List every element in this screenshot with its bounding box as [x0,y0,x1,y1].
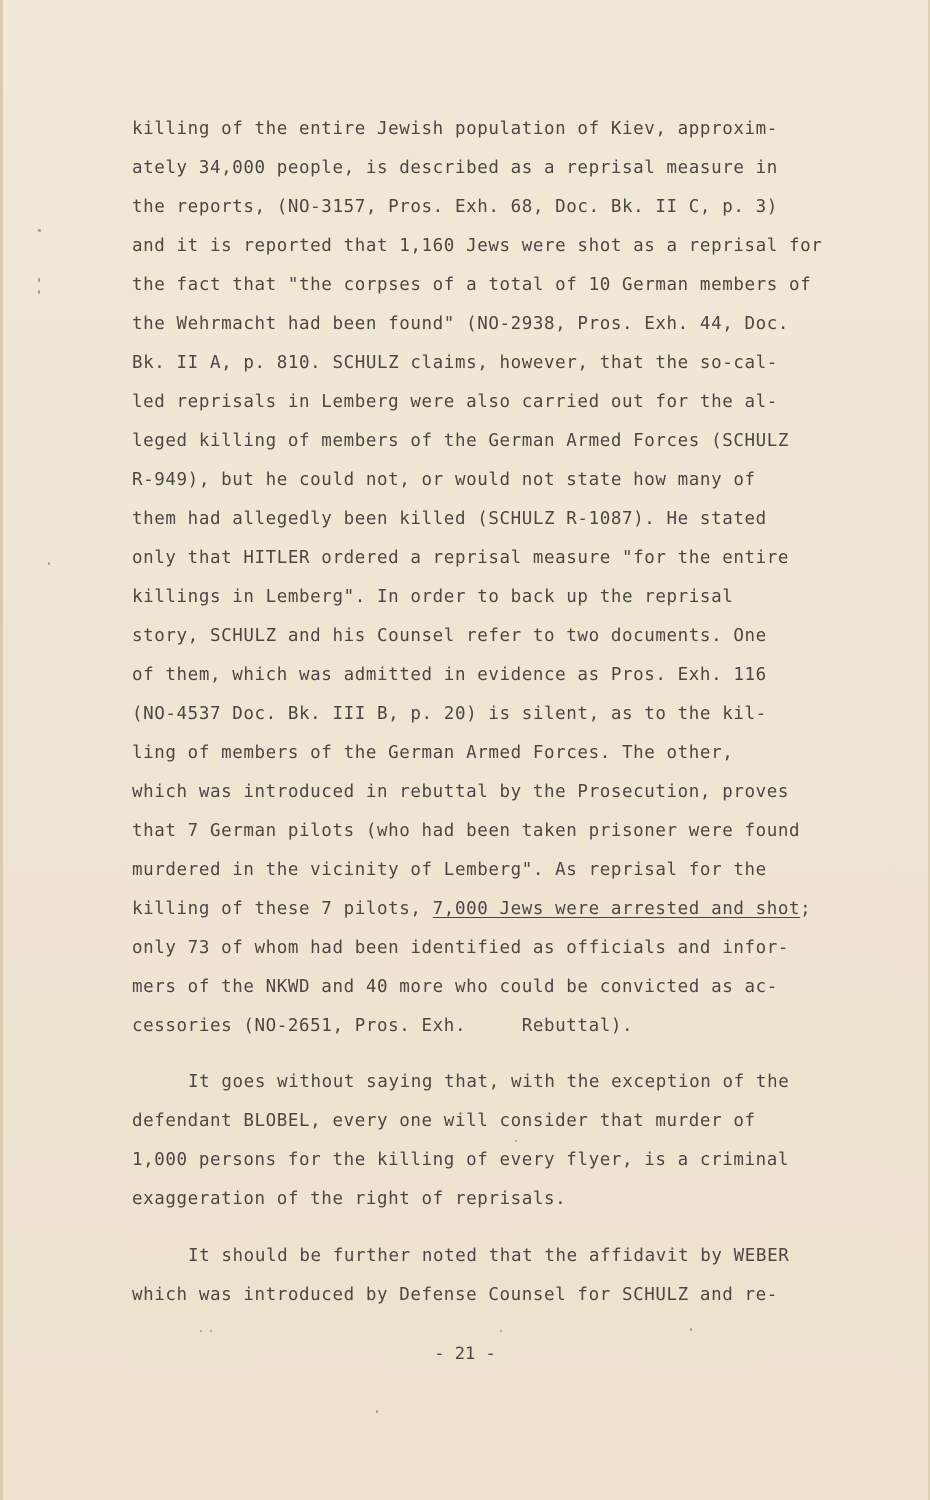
text-line: leged killing of members of the German Armed Forces (SCHULZ [132,431,790,451]
text-line: the Wehrmacht had been found" (NO-2938, Pros. Exh. 44, Doc. [132,314,790,334]
text-line: ling of members of the German Armed Forces. The other, [132,743,734,763]
text-line: murdered in the vicinity of Lemberg". As reprisal for the [132,860,767,880]
text-line: exaggeration of the right of reprisals. [132,1189,567,1209]
text-line: (NO-4537 Doc. Bk. III B, p. 20) is silent, as to the kil- [132,704,767,724]
text-line: led reprisals in Lemberg were also carried out for the al- [132,392,778,412]
text-line: R-949), but he could not, or would not state how many of [132,470,756,490]
paper-speck [38,278,40,282]
text-line: the reports, (NO-3157, Pros. Exh. 68, Doc. Bk. II C, p. 3) [132,197,778,217]
text-line: only that HITLER ordered a reprisal measure "for the entire [132,548,790,568]
text-line: ately 34,000 people, is described as a reprisal measure in [132,158,778,178]
text-line-with-underline [132,898,811,920]
paper-speck [210,1330,212,1332]
underlined-text: 7,000 Jews were arrested and shot [432,899,801,919]
text-line: which was introduced in rebuttal by the Prosecution, proves [132,782,790,802]
paper-speck [515,1140,517,1142]
paper-speck [38,229,41,232]
text-line: It should be further noted that the affidavit by WEBER [188,1246,790,1266]
paper-speck [200,1330,202,1332]
paper-speck [690,1328,692,1331]
paper-speck [376,1410,378,1413]
text-segment: ; [800,899,812,919]
paper-speck [500,1330,502,1332]
text-line: them had allegedly been killed (SCHULZ R-1087). He stated [132,509,767,529]
text-line: and it is reported that 1,160 Jews were shot as a reprisal for [132,236,823,256]
text-line: 1,000 persons for the killing of every flyer, is a criminal [132,1150,790,1170]
text-line: the fact that "the corpses of a total of 10 German members of [132,275,812,295]
text-line: which was introduced by Defense Counsel for SCHULZ and re- [132,1285,778,1305]
text-line: killings in Lemberg". In order to back up the reprisal [132,587,734,607]
text-segment: killing of these 7 pilots, [132,899,433,919]
text-line: cessories (NO-2651, Pros. Exh. Rebuttal). [132,1016,634,1036]
text-line: Bk. II A, p. 810. SCHULZ claims, however, that the so-cal- [132,353,778,373]
text-line: that 7 German pilots (who had been taken prisoner were found [132,821,801,841]
text-line: mers of the NKWD and 40 more who could be convicted as ac- [132,977,778,997]
text-line: killing of the entire Jewish population of Kiev, approxim- [132,119,778,139]
text-line: story, SCHULZ and his Counsel refer to two documents. One [132,626,767,646]
page-number: - 21 - [434,1344,496,1364]
text-line: of them, which was admitted in evidence as Pros. Exh. 116 [132,665,767,685]
paper-speck [48,562,50,565]
text-line: only 73 of whom had been identified as officials and infor- [132,938,790,958]
paper-speck [38,290,40,294]
text-line: It goes without saying that, with the exception of the [188,1072,790,1092]
text-line: defendant BLOBEL, every one will consider that murder of [132,1111,756,1131]
